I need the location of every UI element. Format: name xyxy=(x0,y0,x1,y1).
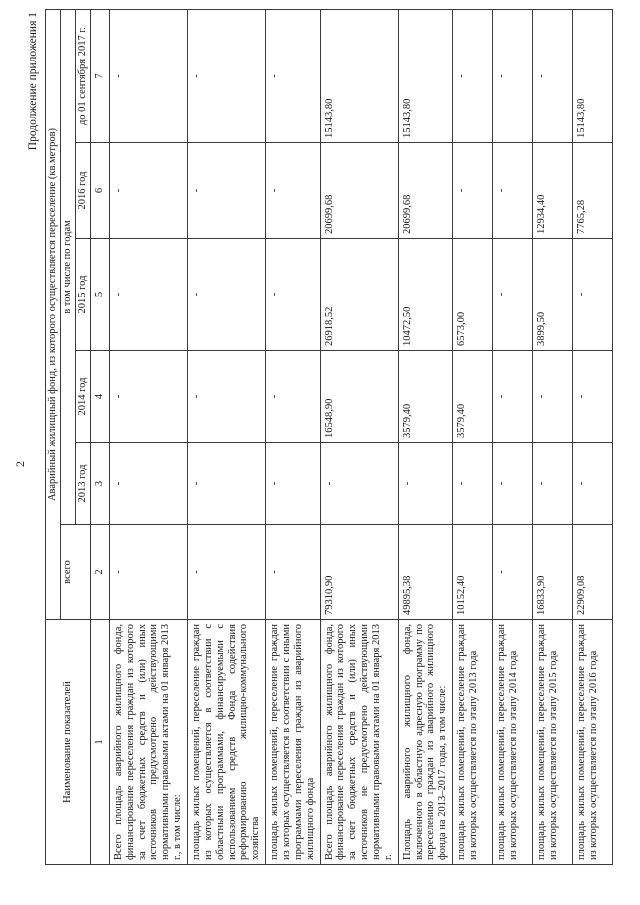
table-row xyxy=(533,9,573,864)
table-row xyxy=(320,9,398,864)
value-cell: - xyxy=(109,351,187,443)
value-cell: 15143,80 xyxy=(320,9,398,142)
row-description: площадь жилых помещений, переселение граждан из которых осуществляется по этапу 2015 года xyxy=(533,620,573,865)
table-row xyxy=(493,9,533,864)
col-index: 4 xyxy=(91,351,110,443)
fund-table xyxy=(45,9,613,865)
table-row xyxy=(188,9,266,864)
value-cell: 12934,40 xyxy=(533,143,573,239)
value-cell: - xyxy=(109,443,187,525)
header-2016: 2016 год xyxy=(76,143,91,239)
continuation-note: Продолжение приложения 1 xyxy=(27,12,39,151)
header-fund: Аварийный жилищный фонд, из которого осуществляется переселение (кв.метров) xyxy=(46,9,61,619)
value-cell: 6573,00 xyxy=(453,239,493,351)
value-cell: - xyxy=(266,143,320,239)
row-description: площадь жилых помещений, переселение граждан из которых осуществляется в соответствии с иными программами переселения граждан из аварийного жилищного фонда xyxy=(266,620,320,865)
value-cell: - xyxy=(188,351,266,443)
row-description: площадь жилых помещений, переселение граждан из которых осуществляется по этапу 2016 года xyxy=(573,620,613,865)
value-cell: - xyxy=(320,443,398,525)
col-index: 3 xyxy=(91,443,110,525)
page-number: 2 xyxy=(13,461,27,467)
value-cell: - xyxy=(109,525,187,620)
value-cell: 26918,52 xyxy=(320,239,398,351)
value-cell: - xyxy=(188,443,266,525)
row-description: площадь жилых помещений, переселение граждан из которых осуществляется по этапу 2014 года xyxy=(493,620,533,865)
header-2017: до 01 сентября 2017 г. xyxy=(76,9,91,142)
value-cell: 15143,80 xyxy=(398,9,452,142)
value-cell: - xyxy=(266,9,320,142)
value-cell: 10152,40 xyxy=(453,525,493,620)
value-cell: 20699,68 xyxy=(398,143,452,239)
row-description: площадь жилых помещений, переселение граждан из которых осуществляется в соответствии с областными программами, финансируемыми с использованием средств Фонда содействия реформированию жилищно-коммунального хозяйства xyxy=(188,620,266,865)
row-description: Площадь аварийного жилищного фонда, включенного в областную адресную программу по переселению граждан из аварийного жилищного фонда на 2013–2017 годы, в том числе: xyxy=(398,620,452,865)
value-cell: - xyxy=(533,443,573,525)
table-row xyxy=(398,9,452,864)
value-cell: 16548,90 xyxy=(320,351,398,443)
value-cell: - xyxy=(266,351,320,443)
table-row xyxy=(573,9,613,864)
header-2014: 2014 год xyxy=(76,351,91,443)
value-cell: - xyxy=(493,9,533,142)
value-cell: - xyxy=(493,143,533,239)
value-cell: 3579,40 xyxy=(398,351,452,443)
value-cell: 15143,80 xyxy=(573,9,613,142)
col-index: 6 xyxy=(91,143,110,239)
value-cell: - xyxy=(266,239,320,351)
value-cell: - xyxy=(266,525,320,620)
value-cell: - xyxy=(109,143,187,239)
header-name: Наименование показателей xyxy=(46,620,91,865)
row-description: Всего площадь аварийного жилищного фонда, финансирование переселения граждан из которого за счет бюджетных средств и (или) иных источников предусмотрено действующими нормативными правовыми актами на 01 января 2013 г., в том числе: xyxy=(109,620,187,865)
value-cell: 22909,08 xyxy=(573,525,613,620)
table-row xyxy=(109,9,187,864)
table-row xyxy=(453,9,493,864)
value-cell: - xyxy=(573,351,613,443)
value-cell: - xyxy=(266,443,320,525)
header-2015: 2015 год xyxy=(76,239,91,351)
value-cell: - xyxy=(188,9,266,142)
value-cell: - xyxy=(493,239,533,351)
value-cell: - xyxy=(188,525,266,620)
col-index: 5 xyxy=(91,239,110,351)
value-cell: - xyxy=(493,525,533,620)
col-index: 1 xyxy=(91,620,110,865)
value-cell: - xyxy=(398,443,452,525)
value-cell: - xyxy=(453,143,493,239)
value-cell: 16833,90 xyxy=(533,525,573,620)
col-index: 2 xyxy=(91,525,110,620)
row-description: площадь жилых помещений, переселение граждан из которых осуществляется по этапу 2013 года xyxy=(453,620,493,865)
value-cell: - xyxy=(573,239,613,351)
value-cell: 10472,50 xyxy=(398,239,452,351)
value-cell: 3579,40 xyxy=(453,351,493,443)
value-cell: - xyxy=(573,443,613,525)
value-cell: 79310,90 xyxy=(320,525,398,620)
header-by-year: в том числе по годам xyxy=(61,9,76,524)
value-cell: - xyxy=(493,443,533,525)
value-cell: 49895,38 xyxy=(398,525,452,620)
row-description: Всего площадь аварийного жилищного фонда, финансирование переселения граждан из которого за счет бюджетных средств и (или) иных источников не предусмотрено действующими нормативными правовыми актами на 01 января 2013 г. xyxy=(320,620,398,865)
value-cell: 7765,28 xyxy=(573,143,613,239)
value-cell: 3899,50 xyxy=(533,239,573,351)
table-row xyxy=(266,9,320,864)
value-cell: - xyxy=(453,9,493,142)
value-cell: - xyxy=(493,351,533,443)
col-index: 7 xyxy=(91,9,110,142)
value-cell: - xyxy=(109,9,187,142)
header-2013: 2013 год xyxy=(76,443,91,525)
header-total: всего xyxy=(61,525,91,620)
value-cell: - xyxy=(109,239,187,351)
value-cell: - xyxy=(453,443,493,525)
value-cell: 20699,68 xyxy=(320,143,398,239)
value-cell: - xyxy=(188,239,266,351)
value-cell: - xyxy=(188,143,266,239)
value-cell: - xyxy=(533,9,573,142)
value-cell: - xyxy=(533,351,573,443)
